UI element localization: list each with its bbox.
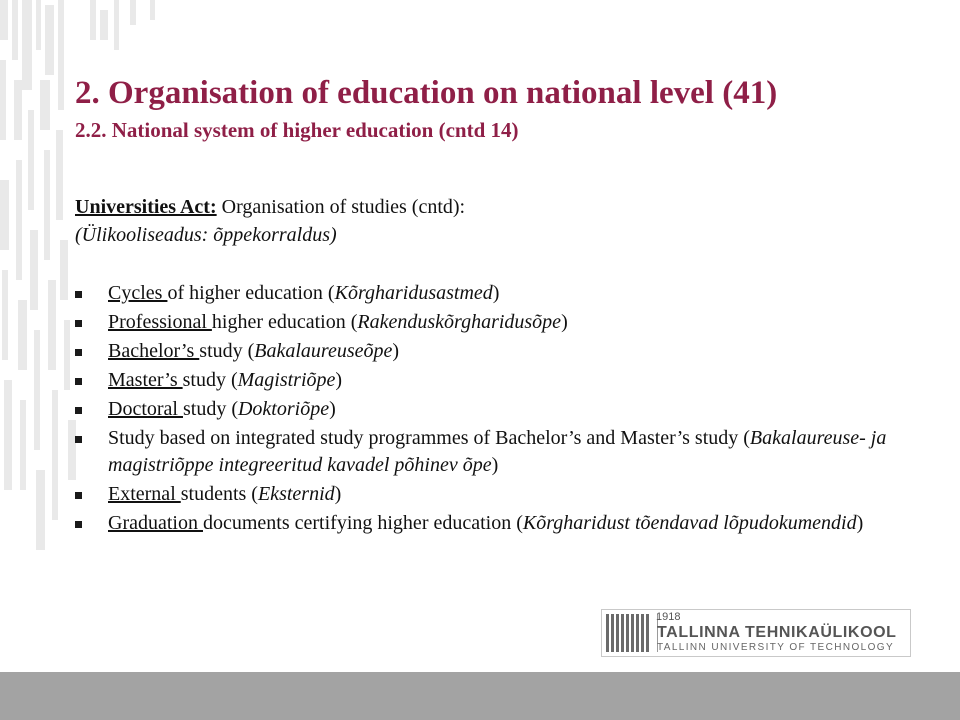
bullet-square-icon bbox=[75, 492, 82, 499]
bullet-text: students ( bbox=[180, 483, 258, 505]
intro-text: Organisation of studies (cntd): bbox=[216, 196, 466, 218]
footer-band bbox=[0, 672, 960, 720]
bullet-translation: Magistriõpe bbox=[237, 369, 336, 391]
logo-bar bbox=[641, 614, 644, 652]
bullet-close: ) bbox=[335, 369, 343, 391]
decor-stripe bbox=[114, 0, 119, 50]
bullet-translation: Bakalaureuse- ja magistriõppe integreeritud kavadel põhinev õpe bbox=[108, 427, 887, 476]
bullet-text: study ( bbox=[199, 340, 255, 362]
list-item bbox=[75, 367, 935, 394]
bullet-translation: Kõrgharidust tõendavad lõpudokumendid bbox=[522, 512, 857, 534]
decor-stripe bbox=[2, 270, 8, 360]
bullet-square-icon bbox=[75, 378, 82, 385]
bullet-translation: Bakalaureuseõpe bbox=[254, 340, 393, 362]
list-item bbox=[75, 338, 935, 365]
decor-stripe bbox=[52, 390, 58, 520]
decor-stripe bbox=[20, 400, 26, 490]
list-item bbox=[75, 309, 935, 336]
slide-subtitle: 2.2. National system of higher education (cntd 14) bbox=[75, 118, 519, 142]
bullet-square-icon bbox=[75, 407, 82, 414]
decor-stripe bbox=[56, 130, 63, 220]
bullet-text: study ( bbox=[182, 398, 238, 420]
bullet-keyword: Bachelor’s bbox=[108, 340, 200, 362]
list-item bbox=[75, 425, 935, 479]
bullet-keyword: Professional bbox=[108, 311, 212, 333]
intro-block bbox=[75, 193, 465, 249]
logo-bar bbox=[626, 614, 629, 652]
logo-name: TALLINNA TEHNIKAÜLIKOOL bbox=[657, 624, 897, 641]
decor-stripe bbox=[0, 60, 6, 140]
decor-stripe bbox=[58, 0, 64, 110]
logo-bars-icon bbox=[606, 614, 654, 652]
bullet-text: Study based on integrated study programmes of Bachelor’s and Master’s study ( bbox=[108, 427, 750, 449]
decor-stripe bbox=[44, 150, 50, 260]
decor-stripe bbox=[34, 330, 40, 450]
decor-stripe bbox=[90, 0, 96, 40]
bullet-keyword: Master’s bbox=[108, 369, 183, 391]
decor-stripe bbox=[18, 300, 27, 370]
decor-stripe bbox=[45, 5, 54, 75]
bullet-square-icon bbox=[75, 349, 82, 356]
bullet-close: ) bbox=[392, 340, 400, 362]
logo-bar bbox=[606, 614, 609, 652]
decor-stripe bbox=[40, 80, 50, 130]
bullet-keyword: External bbox=[108, 483, 181, 505]
logo-bar bbox=[636, 614, 639, 652]
university-logo bbox=[601, 609, 911, 657]
bullet-list bbox=[75, 280, 935, 539]
list-item bbox=[75, 481, 935, 508]
bullet-translation: Rakenduskõrgharidusõpe bbox=[357, 311, 562, 333]
bullet-close: ) bbox=[492, 282, 500, 304]
bullet-translation: Eksternid bbox=[257, 483, 335, 505]
decor-stripe bbox=[28, 110, 34, 210]
decor-stripe bbox=[4, 380, 12, 490]
bullet-text: study ( bbox=[182, 369, 238, 391]
bullet-keyword: Doctoral bbox=[108, 398, 183, 420]
decor-stripe bbox=[64, 320, 70, 390]
decor-stripe bbox=[150, 0, 155, 20]
intro-line bbox=[75, 193, 465, 221]
decor-stripe bbox=[0, 0, 8, 40]
bullet-close: ) bbox=[856, 512, 864, 534]
bullet-text: of higher education ( bbox=[167, 282, 335, 304]
logo-name-english: TALLINN UNIVERSITY OF TECHNOLOGY bbox=[657, 642, 895, 653]
bullet-close: ) bbox=[491, 454, 499, 476]
bullet-translation: Doktoriõpe bbox=[237, 398, 330, 420]
logo-bar bbox=[631, 614, 634, 652]
bullet-square-icon bbox=[75, 436, 82, 443]
logo-bar bbox=[621, 614, 624, 652]
bullet-square-icon bbox=[75, 521, 82, 528]
bullet-close: ) bbox=[334, 483, 342, 505]
logo-bar bbox=[646, 614, 649, 652]
logo-bar bbox=[611, 614, 614, 652]
bullet-square-icon bbox=[75, 291, 82, 298]
decor-stripe bbox=[0, 180, 9, 250]
bullet-close: ) bbox=[561, 311, 568, 333]
decor-stripe bbox=[16, 160, 22, 280]
decor-stripe bbox=[60, 240, 68, 300]
decor-stripe bbox=[48, 280, 56, 370]
decor-stripe bbox=[22, 0, 32, 90]
slide-title: 2. Organisation of education on national level (41) bbox=[75, 75, 778, 111]
list-item bbox=[75, 280, 935, 307]
decor-stripe bbox=[130, 0, 136, 25]
logo-year: 1918 bbox=[656, 611, 681, 623]
logo-bar bbox=[616, 614, 619, 652]
bullet-text: documents certifying higher education ( bbox=[202, 512, 523, 534]
intro-translation: (Ülikooliseadus: õppekorraldus) bbox=[75, 224, 337, 246]
decor-stripe bbox=[100, 10, 108, 40]
bullet-close: ) bbox=[329, 398, 336, 420]
list-item bbox=[75, 396, 935, 423]
decor-stripe bbox=[30, 230, 38, 310]
bullet-translation: Kõrgharidusastmed bbox=[334, 282, 493, 304]
list-item bbox=[75, 510, 935, 537]
decor-stripe bbox=[36, 470, 45, 550]
bullet-keyword: Cycles bbox=[108, 282, 168, 304]
bullet-square-icon bbox=[75, 320, 82, 327]
decor-stripe bbox=[36, 0, 41, 50]
decor-stripe bbox=[12, 0, 18, 60]
act-name: Universities Act: bbox=[75, 196, 217, 218]
bullet-keyword: Graduation bbox=[108, 512, 203, 534]
bullet-text: higher education ( bbox=[211, 311, 358, 333]
decor-stripe bbox=[14, 80, 22, 140]
